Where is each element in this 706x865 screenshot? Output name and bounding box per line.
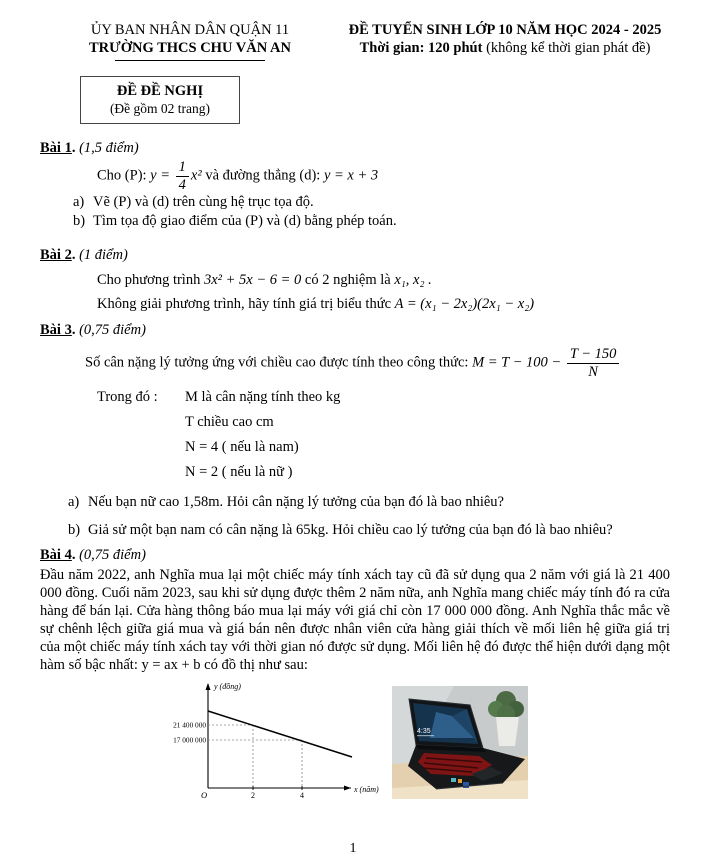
proposal-box-subtitle: (Đề gồm 02 trang) (109, 100, 211, 116)
item-text: Vẽ (P) và (d) trên cùng hệ trục tọa độ. (93, 193, 314, 210)
weight-formula-fraction: $\frac{T - 150}{N}$ (565, 347, 622, 380)
quadratic-equation: 3x² + 5x − 6 = 0 (203, 271, 302, 288)
x-tick-2: 2 (251, 790, 255, 800)
page-number: 1 (349, 841, 357, 856)
y-tick-21400000: 21 400 000 (173, 720, 206, 730)
problem-4-label: Bài 4 (40, 546, 72, 563)
problem-3-heading (40, 322, 670, 339)
problem-1-dot: . (71, 140, 76, 157)
weight-formula-lhs: M = T − 100 − (472, 354, 562, 371)
parabola-formula-lhs: y = (150, 167, 171, 184)
graph-svg (168, 678, 384, 814)
x-tick-4: 4 (300, 790, 304, 800)
item-marker: b) (73, 212, 86, 229)
problem-2-line-1-mid: có 2 nghiệm là (301, 271, 395, 288)
problem-2-line-1 (40, 271, 670, 290)
exam-time-duration: Thời gian: 120 phút (359, 39, 483, 56)
fraction-one-quarter: $\frac{1}{4}$ (174, 160, 191, 193)
item-text: Nếu bạn nữ cao 1,58m. Hỏi cân nặng lý tưởng của bạn đó là bao nhiêu? (88, 493, 504, 510)
where-line-T: T chiều cao cm (185, 413, 274, 430)
proposal-box (80, 76, 240, 124)
item-marker: a) (68, 493, 80, 510)
problem-1-label: Bài 1 (40, 140, 72, 157)
problem-1-points: (1,5 điểm) (79, 140, 139, 157)
page-header (40, 22, 670, 61)
exam-time-note: (không kể thời gian phát đề) (482, 39, 651, 56)
problem-1-heading (40, 140, 670, 157)
where-line-M: M là cân nặng tính theo kg (185, 388, 341, 405)
y-axis-arrow (206, 683, 211, 690)
problem-2-line-1-text: Cho phương trình (97, 271, 204, 288)
problem-1-intro-mid: và đường thẳng (d): (201, 167, 324, 184)
header-rule (115, 60, 265, 61)
where-clause (40, 389, 670, 406)
y-tick-17000000: 17 000 000 (173, 735, 206, 745)
problem-2-heading (40, 247, 670, 264)
lockscreen-date-line (417, 735, 434, 736)
problem-4-heading (40, 547, 670, 564)
problem-1-item-a (40, 193, 670, 212)
problem-3-points: (0,75 điểm) (79, 322, 146, 339)
problem-3-intro: Số cân nặng lý tưởng ứng với chiều cao được tính theo công thức: (85, 354, 473, 371)
problem-2-line-2-text: Không giải phương trình, hãy tính giá trị biểu thức (97, 296, 395, 313)
problem-1-intro: Cho (P): (97, 167, 147, 184)
laptop-photo (392, 686, 528, 804)
problem-3-dot: . (71, 322, 76, 339)
problem-1-statement (40, 160, 670, 193)
exam-time (340, 40, 670, 58)
item-text: Tìm tọa độ giao điểm của (P) và (d) bằng phép toán. (93, 212, 397, 229)
sticker-blue (463, 782, 469, 788)
problem-2-line-2 (40, 295, 670, 314)
item-text: Giả sử một bạn nam có cân nặng là 65kg. Hỏi chiều cao lý tưởng của bạn đó là bao nhiêu? (88, 521, 613, 538)
problem-4-paragraph: Đầu năm 2022, anh Nghĩa mua lại một chiếc máy tính xách tay cũ đã sử dụng qua 2 năm với giá là 21 400 000 đồng. Cuối năm 2023, sau khi sử dụng được thêm 2 năm nữa, anh Nghĩa mang chiếc máy tính đó ra cửa hàng để bán lại. Cửa hàng thông báo mua lại máy với giá chỉ còn 17 000 000 đồng. Anh Nghĩa thắc mắc về sự chênh lệch giữa giá mua và giá bán nên được nhân viên cửa hàng giải thích về mối liên hệ giữa giá trị của một chiếc máy tính xách tay với thời gian nó được sử dụng. Mối liên hệ đó được thể hiện dưới dạng một hàm số bậc nhất: y = ax + b có đồ thị như sau: (40, 566, 670, 673)
parabola-formula-x2: x² (190, 167, 202, 184)
y-axis-label: y (đồng) (214, 681, 241, 691)
problem-4-points: (0,75 điểm) (79, 546, 146, 563)
proposal-box-title: ĐỀ ĐỀ NGHỊ (116, 83, 204, 100)
problem-1-item-b (40, 212, 670, 231)
header-exam-info (340, 22, 670, 61)
where-line-N2: N = 2 ( nếu là nữ ) (185, 463, 293, 480)
line-formula: y = x + 3 (323, 167, 379, 184)
org-name: ỦY BAN NHÂN DÂN QUẬN 11 (90, 22, 290, 38)
sticker-teal (451, 778, 456, 782)
problem-3-item-b (40, 521, 670, 540)
problem-3-item-a (40, 493, 670, 512)
item-marker: b) (68, 521, 81, 538)
problem-2-dot: . (71, 246, 76, 263)
where-line-N4: N = 4 ( nếu là nam) (185, 438, 299, 455)
figures-row (168, 678, 670, 819)
plant-pot (496, 717, 519, 746)
exam-title: ĐỀ TUYỂN SINH LỚP 10 NĂM HỌC 2024 - 2025 (348, 22, 662, 38)
problem-3-label: Bài 3 (40, 322, 72, 339)
x-axis-arrow (344, 785, 351, 790)
problem-3-statement (40, 347, 670, 380)
problem-2-label: Bài 2 (40, 246, 72, 263)
origin-label: O (201, 789, 208, 800)
item-marker: a) (73, 193, 85, 210)
problem-2-points: (1 điểm) (79, 246, 128, 263)
sticker-orange (458, 779, 462, 783)
where-label: Trong đó : (97, 388, 158, 405)
depreciation-line (208, 711, 352, 757)
x-axis-label: x (năm) (354, 784, 379, 794)
expression-A: A = (x₁ − 2x₂)(2x₁ − x₂) (394, 296, 535, 313)
school-name: TRƯỜNG THCS CHU VĂN AN (89, 39, 291, 56)
problem-4-dot: . (71, 546, 76, 563)
header-organization (40, 22, 340, 61)
equation-roots: x₁, x₂ . (394, 271, 432, 288)
lockscreen-time: 4:35 (417, 727, 431, 735)
laptop-photo-svg (392, 686, 528, 799)
value-time-graph (168, 678, 384, 819)
